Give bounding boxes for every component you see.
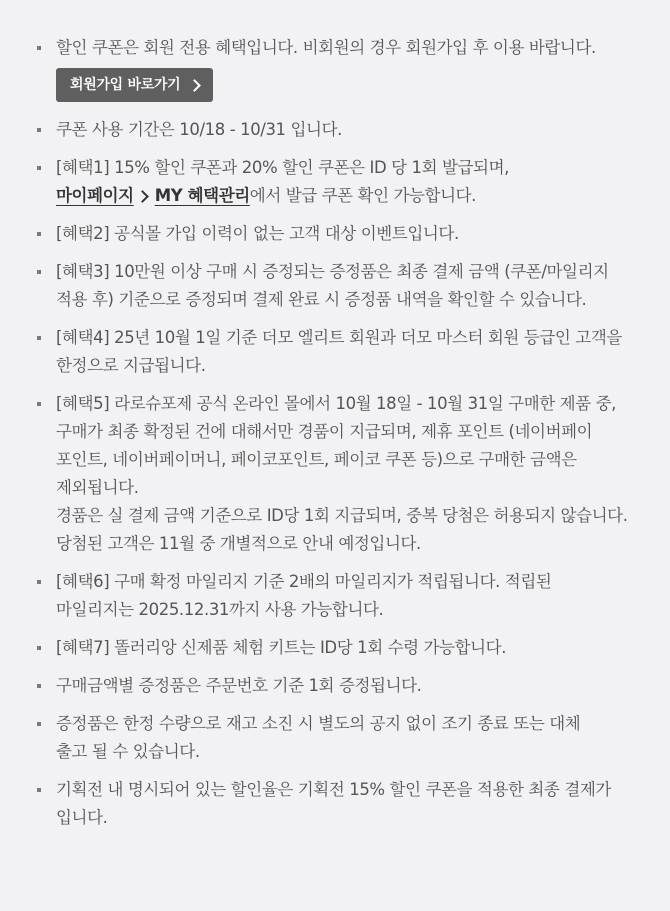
signup-shortcut-button[interactable] [56,68,213,102]
my-benefit-link-label: MY 혜택관리 [154,186,250,205]
chevron-right-icon [136,190,149,203]
chevron-right-icon [189,79,202,92]
bullet-icon [37,684,41,688]
notice-item-member-only [0,34,670,106]
bullet-icon [37,722,41,726]
notice-text: 당첨된 고객은 11월 중 개별적으로 안내 예정입니다. [56,534,421,553]
notice-text: 경품은 실 결제 금액 기준으로 ID당 1회 지급되며, 중복 당첨은 허용되지 않습니다. [56,506,628,525]
notice-text: 할인 쿠폰은 회원 전용 혜택입니다. 비회원의 경우 회원가입 후 이용 바랍니다. [56,38,596,57]
notice-text: 에서 발급 쿠폰 확인 가능합니다. [249,186,477,205]
notice-text: 마일리지는 2025.12.31까지 사용 가능합니다. [56,600,384,619]
bullet-icon [37,166,41,170]
notice-item-benefit-4 [0,324,670,380]
notice-text: 입니다. [56,808,108,827]
notice-item-benefit-6 [0,568,670,624]
notice-text: 제외됩니다. [56,478,139,497]
bullet-icon [37,402,41,406]
bullet-icon [37,270,41,274]
notice-text: 포인트, 네이버페이머니, 페이코포인트, 페이코 쿠폰 등)으로 구매한 금액은 [56,450,577,469]
notice-item-benefit-2 [0,220,670,248]
notice-text: 구매금액별 증정품은 주문번호 기준 1회 증정됩니다. [56,676,422,695]
notice-text: [혜택7] 똘러리앙 신제품 체험 키트는 ID당 1회 수령 가능합니다. [56,638,507,657]
notice-text-line [56,182,662,210]
notice-text: [혜택3] 10만원 이상 구매 시 증정되는 증정품은 최종 결제 금액 (쿠폰/마일리지 [56,262,609,281]
notice-text: 쿠폰 사용 기간은 10/18 - 10/31 입니다. [56,120,342,139]
my-benefit-management-link[interactable] [56,186,250,205]
notice-item-discount-rate [0,776,670,832]
notice-text: [혜택5] 라로슈포제 공식 온라인 몰에서 10월 18일 - 10월 31일 구매한 제품 중, [56,394,616,413]
notice-item-benefit-1 [0,154,670,210]
notice-text: 증정품은 한정 수량으로 재고 소진 시 별도의 공지 없이 조기 종료 또는 대체 [56,714,581,733]
notice-item-benefit-5 [0,390,670,558]
notice-text: [혜택2] 공식몰 가입 이력이 없는 고객 대상 이벤트입니다. [56,224,459,243]
notice-text: 한정으로 지급됩니다. [56,356,206,375]
bullet-icon [37,46,41,50]
notice-item-gift-stock [0,710,670,766]
notice-text: 기획전 내 명시되어 있는 할인율은 기획전 15% 할인 쿠폰을 적용한 최종 결제가 [56,780,611,799]
notice-item-benefit-7 [0,634,670,662]
bullet-icon [37,336,41,340]
notice-item-benefit-3 [0,258,670,314]
bullet-icon [37,788,41,792]
bullet-icon [37,232,41,236]
notice-text: [혜택1] 15% 할인 쿠폰과 20% 할인 쿠폰은 ID 당 1회 발급되며, [56,158,509,177]
notice-text: [혜택6] 구매 확정 마일리지 기준 2배의 마일리지가 적립됩니다. 적립된 [56,572,552,591]
notice-item-gift-per-order [0,672,670,700]
notice-text: 구매가 최종 확정된 건에 대해서만 경품이 지급되며, 제휴 포인트 (네이버페이 [56,422,593,441]
notice-text: 출고 될 수 있습니다. [56,742,200,761]
bullet-icon [37,580,41,584]
bullet-icon [37,128,41,132]
notice-item-coupon-period [0,116,670,144]
signup-button-label: 회원가입 바로가기 [70,77,181,93]
notice-text: [혜택4] 25년 10월 1일 기준 더모 엘리트 회원과 더모 마스터 회원 등급인 고객을 [56,328,622,347]
bullet-icon [37,646,41,650]
notice-text: 적용 후) 기준으로 증정되며 결제 완료 시 증정품 내역을 확인할 수 있습니다. [56,290,587,309]
mypage-link-label: 마이페이지 [56,186,134,205]
